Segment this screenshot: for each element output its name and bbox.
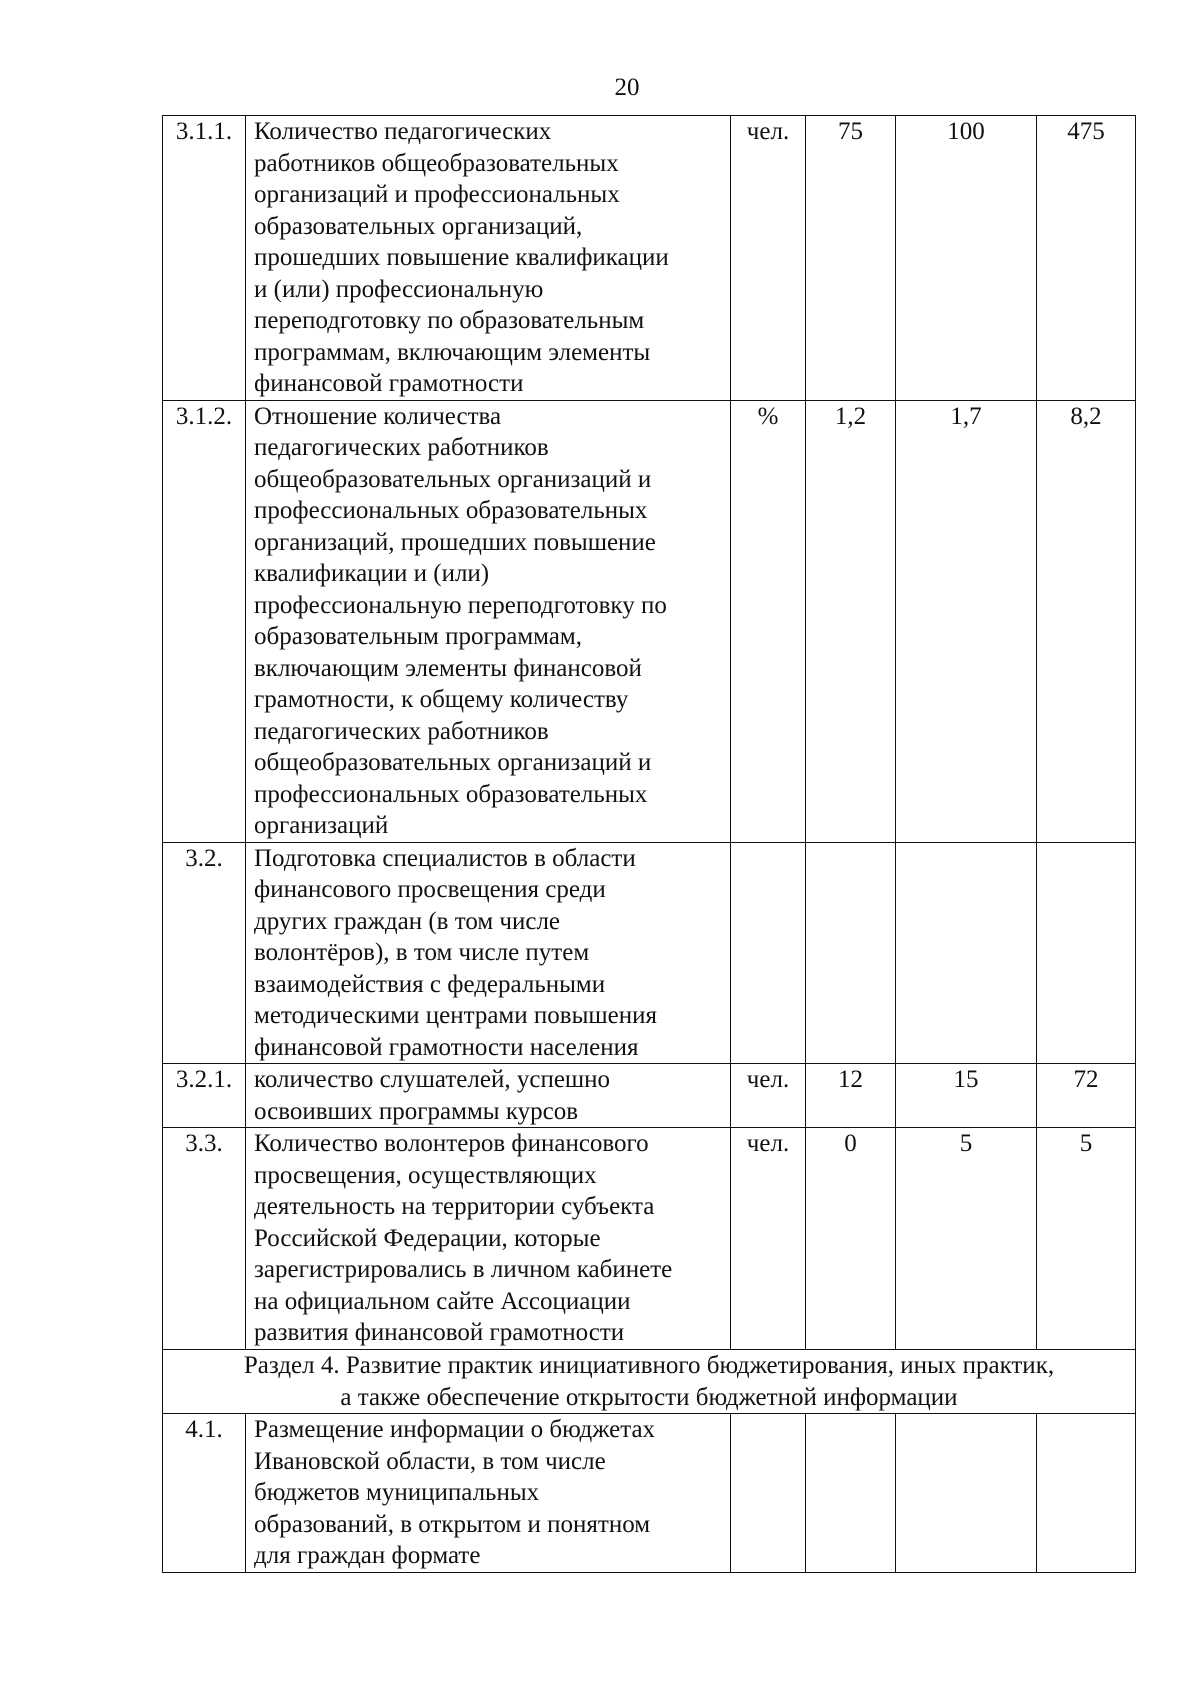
row-number: 3.2.1.: [163, 1064, 246, 1128]
description-line: бюджетов муниципальных: [254, 1479, 540, 1506]
row-unit: чел.: [731, 1128, 806, 1350]
row-value-1: 1,2: [806, 400, 896, 842]
row-unit: %: [731, 400, 806, 842]
description-line: финансовой грамотности населения: [254, 1033, 639, 1061]
description-line: образований, в открытом и понятном: [254, 1510, 651, 1538]
description-line: финансового просвещения среди: [254, 876, 606, 903]
section-title-line: Раздел 4. Развитие практик инициативного бюджетирования, иных практик,: [243, 1352, 1055, 1379]
row-description: [246, 842, 731, 1064]
description-line: переподготовку по образовательным: [254, 307, 645, 334]
description-line: освоивших программы курсов: [254, 1097, 579, 1125]
description-line: профессиональных образовательных: [254, 780, 648, 808]
row-description: [246, 116, 731, 401]
row-value-1: [806, 1414, 896, 1573]
description-line: волонтёров), в том числе путем: [254, 939, 590, 966]
description-line: развития финансовой грамотности: [254, 1319, 625, 1346]
description-line: организаций: [254, 812, 389, 839]
table-row: [163, 116, 1136, 401]
row-number: 4.1.: [163, 1414, 246, 1573]
description-line: взаимодействия с федеральными: [254, 970, 606, 998]
description-line: программам, включающим элементы: [254, 338, 651, 366]
row-value-2: 15: [896, 1064, 1037, 1128]
row-number: 3.1.1.: [163, 116, 246, 401]
row-unit: [731, 1414, 806, 1573]
row-value-3: [1037, 1414, 1136, 1573]
indicators-table: [162, 115, 1136, 1573]
description-line: Отношение количества: [254, 402, 502, 430]
description-line: количество слушателей, успешно: [254, 1066, 611, 1093]
row-unit: чел.: [731, 116, 806, 401]
row-value-3: [1037, 842, 1136, 1064]
section-title-line: а также обеспечение открытости бюджетной информации: [340, 1383, 958, 1411]
row-value-2: [896, 1414, 1037, 1573]
row-value-2: 100: [896, 116, 1037, 401]
row-value-2: 5: [896, 1128, 1037, 1350]
row-value-2: 1,7: [896, 400, 1037, 842]
description-line: прошедших повышение квалификации: [254, 244, 669, 271]
row-number: 3.2.: [163, 842, 246, 1064]
table-row: [163, 1414, 1136, 1573]
description-line: грамотности, к общему количеству: [254, 686, 629, 713]
description-line: Подготовка специалистов в области: [254, 844, 636, 872]
description-line: Российской Федерации, которые: [254, 1224, 601, 1252]
description-line: Количество волонтеров финансового: [254, 1130, 649, 1157]
description-line: и (или) профессиональную: [254, 275, 544, 303]
description-line: профессиональных образовательных: [254, 497, 648, 524]
row-value-3: 475: [1037, 116, 1136, 401]
description-line: общеобразовательных организаций и: [254, 465, 652, 493]
description-line: финансовой грамотности: [254, 370, 524, 397]
table-row: [163, 842, 1136, 1064]
description-line: педагогических работников: [254, 717, 549, 745]
description-line: организаций и профессиональных: [254, 181, 620, 208]
description-line: общеобразовательных организаций и: [254, 749, 652, 776]
description-line: других граждан (в том числе: [254, 907, 561, 935]
row-number: 3.3.: [163, 1128, 246, 1350]
description-line: просвещения, осуществляющих: [254, 1161, 597, 1189]
description-line: профессиональную переподготовку по: [254, 591, 667, 619]
description-line: образовательным программам,: [254, 623, 582, 650]
row-description: [246, 1414, 731, 1573]
description-line: организаций, прошедших повышение: [254, 528, 656, 556]
description-line: педагогических работников: [254, 434, 549, 461]
description-line: зарегистрировались в личном кабинете: [254, 1256, 673, 1283]
description-line: на официальном сайте Ассоциации: [254, 1287, 631, 1315]
row-description: [246, 1128, 731, 1350]
row-value-1: 75: [806, 116, 896, 401]
row-value-2: [896, 842, 1037, 1064]
row-value-1: 0: [806, 1128, 896, 1350]
row-unit: [731, 842, 806, 1064]
row-description: [246, 1064, 731, 1128]
row-value-3: 8,2: [1037, 400, 1136, 842]
description-line: методическими центрами повышения: [254, 1002, 657, 1029]
table-row: [163, 1128, 1136, 1350]
description-line: работников общеобразовательных: [254, 149, 619, 177]
description-line: включающим элементы финансовой: [254, 654, 642, 682]
description-line: для граждан формате: [254, 1542, 481, 1569]
description-line: Количество педагогических: [254, 118, 552, 145]
row-unit: чел.: [731, 1064, 806, 1128]
table-row: [163, 400, 1136, 842]
description-line: квалификации и (или): [254, 560, 490, 587]
row-description: [246, 400, 731, 842]
description-line: образовательных организаций,: [254, 212, 583, 240]
description-line: Ивановской области, в том числе: [254, 1447, 606, 1475]
section-4-title: [163, 1350, 1136, 1414]
description-line: Размещение информации о бюджетах: [254, 1416, 656, 1443]
row-value-3: 72: [1037, 1064, 1136, 1128]
description-line: деятельность на территории субъекта: [254, 1193, 655, 1220]
row-number: 3.1.2.: [163, 400, 246, 842]
row-value-3: 5: [1037, 1128, 1136, 1350]
page-number: 20: [614, 74, 640, 101]
table-row: [163, 1064, 1136, 1128]
row-value-1: [806, 842, 896, 1064]
section-header-row: [163, 1350, 1136, 1414]
row-value-1: 12: [806, 1064, 896, 1128]
